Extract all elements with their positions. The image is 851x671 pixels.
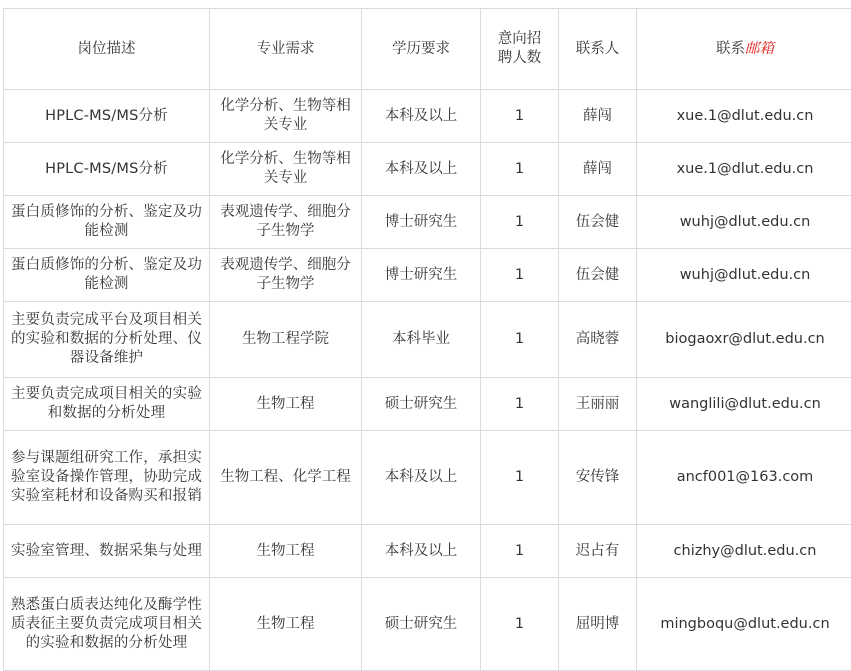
- cell-contact: 王丽丽: [559, 378, 637, 431]
- cell-email[interactable]: xue.1@dlut.edu.cn: [637, 90, 851, 143]
- table-row: [4, 578, 851, 671]
- cell-count: 1: [481, 143, 559, 196]
- cell-email[interactable]: wanglili@dlut.edu.cn: [637, 378, 851, 431]
- cell-major: 生物工程: [210, 525, 362, 578]
- cell-education: 硕士研究生: [362, 378, 481, 431]
- cell-email[interactable]: ancf001@163.com: [637, 431, 851, 525]
- cell-major: 生物工程: [210, 378, 362, 431]
- table-row: [4, 90, 851, 143]
- cell-position: 熟悉蛋白质表达纯化及酶学性质表征主要负责完成项目相关的实验和数据的分析处理: [4, 578, 210, 671]
- cell-major: 生物工程、化学工程: [210, 431, 362, 525]
- header-major: 专业需求: [210, 9, 362, 90]
- header-row: [4, 9, 851, 90]
- cell-position: 实验室管理、数据采集与处理: [4, 525, 210, 578]
- cell-email[interactable]: mingboqu@dlut.edu.cn: [637, 578, 851, 671]
- cell-major: 化学分析、生物等相关专业: [210, 90, 362, 143]
- cell-count: 1: [481, 249, 559, 302]
- table-body: [4, 90, 851, 671]
- cell-email[interactable]: chizhy@dlut.edu.cn: [637, 525, 851, 578]
- cell-position: HPLC-MS/MS分析: [4, 90, 210, 143]
- table-row: [4, 196, 851, 249]
- table-row: [4, 249, 851, 302]
- table-row: [4, 378, 851, 431]
- cell-count: 1: [481, 431, 559, 525]
- cell-major: 表观遗传学、细胞分子生物学: [210, 249, 362, 302]
- cell-count: 1: [481, 302, 559, 378]
- header-count: 意向招聘人数: [481, 9, 559, 90]
- cell-contact: 迟占有: [559, 525, 637, 578]
- cell-contact: 伍会健: [559, 249, 637, 302]
- cell-education: 本科及以上: [362, 525, 481, 578]
- table-row: [4, 431, 851, 525]
- cell-major: 表观遗传学、细胞分子生物学: [210, 196, 362, 249]
- table-header: [4, 9, 851, 90]
- cell-education: 本科毕业: [362, 302, 481, 378]
- cell-email[interactable]: biogaoxr@dlut.edu.cn: [637, 302, 851, 378]
- header-education: 学历要求: [362, 9, 481, 90]
- cell-education: 本科及以上: [362, 431, 481, 525]
- cell-count: 1: [481, 525, 559, 578]
- table-row: [4, 143, 851, 196]
- cell-education: 本科及以上: [362, 90, 481, 143]
- cell-count: 1: [481, 196, 559, 249]
- cell-email[interactable]: xue.1@dlut.edu.cn: [637, 143, 851, 196]
- table-row: [4, 525, 851, 578]
- header-email-prefix: 联系: [716, 41, 745, 57]
- cell-contact: 高晓蓉: [559, 302, 637, 378]
- cell-major: 化学分析、生物等相关专业: [210, 143, 362, 196]
- cell-education: 博士研究生: [362, 196, 481, 249]
- cell-contact: 安传锋: [559, 431, 637, 525]
- cell-email[interactable]: wuhj@dlut.edu.cn: [637, 196, 851, 249]
- header-email-highlight: 邮箱: [745, 41, 774, 57]
- cell-education: 本科及以上: [362, 143, 481, 196]
- cell-position: HPLC-MS/MS分析: [4, 143, 210, 196]
- cell-major: 生物工程: [210, 578, 362, 671]
- cell-education: 博士研究生: [362, 249, 481, 302]
- cell-position: 主要负责完成项目相关的实验和数据的分析处理: [4, 378, 210, 431]
- cell-contact: 屈明博: [559, 578, 637, 671]
- cell-position: 主要负责完成平台及项目相关的实验和数据的分析处理、仪器设备维护: [4, 302, 210, 378]
- cell-position: 参与课题组研究工作，承担实验室设备操作管理，协助完成实验室耗材和设备购买和报销: [4, 431, 210, 525]
- header-contact: 联系人: [559, 9, 637, 90]
- header-position: 岗位描述: [4, 9, 210, 90]
- cell-email[interactable]: wuhj@dlut.edu.cn: [637, 249, 851, 302]
- cell-position: 蛋白质修饰的分析、鉴定及功能检测: [4, 249, 210, 302]
- cell-contact: 伍会健: [559, 196, 637, 249]
- recruitment-table: [3, 8, 851, 671]
- header-email: [637, 9, 851, 90]
- cell-education: 硕士研究生: [362, 578, 481, 671]
- cell-position: 蛋白质修饰的分析、鉴定及功能检测: [4, 196, 210, 249]
- cell-count: 1: [481, 578, 559, 671]
- cell-contact: 薛闯: [559, 143, 637, 196]
- cell-count: 1: [481, 378, 559, 431]
- table-row: [4, 302, 851, 378]
- cell-count: 1: [481, 90, 559, 143]
- cell-major: 生物工程学院: [210, 302, 362, 378]
- cell-contact: 薛闯: [559, 90, 637, 143]
